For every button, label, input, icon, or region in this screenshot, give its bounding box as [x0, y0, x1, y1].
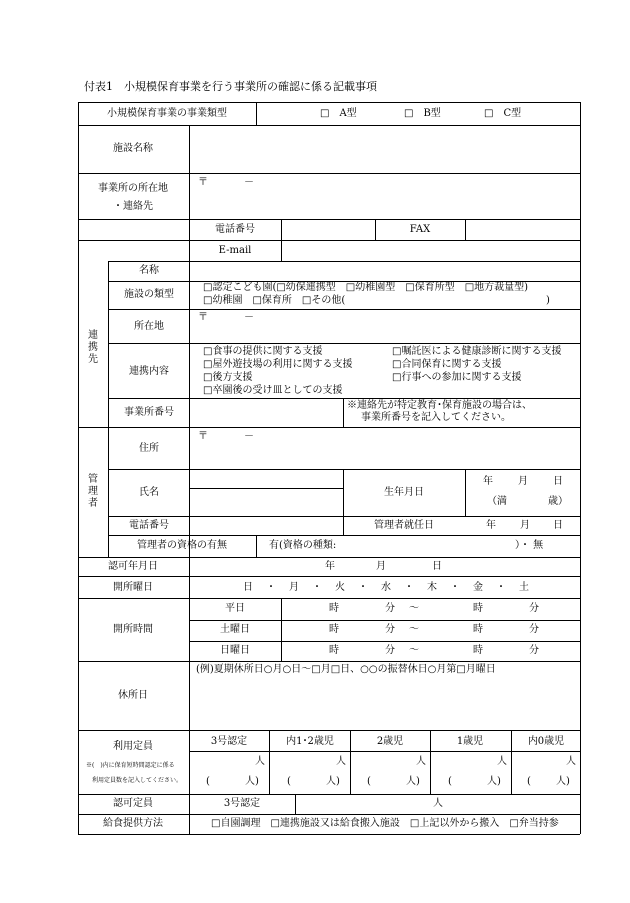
partner-postal-dash: －: [244, 312, 254, 323]
capacity-paren-open: (: [448, 776, 452, 787]
capacity-paren-close: 人): [245, 776, 259, 787]
minute-unit: 分: [529, 645, 539, 656]
fax-label: FAX: [409, 224, 431, 235]
partner-type-options-2[interactable]: □幼稚園 □保育所 □その他(: [203, 295, 346, 306]
capacity-unit: 人: [336, 756, 346, 767]
age-close: 歳）: [548, 496, 568, 507]
appointed-year: 年: [486, 520, 496, 531]
manager-address-label: 住所: [139, 443, 159, 454]
hour-unit: 時: [473, 624, 483, 635]
range-tilde: ～: [409, 603, 419, 614]
manager-phone-label: 電話番号: [129, 520, 169, 531]
capacity-col-header: 3号認定: [210, 736, 248, 747]
approval-date-label: 認可年月日: [108, 561, 158, 572]
appointed-date-label: 管理者就任日: [374, 520, 434, 531]
capacity-col-header: 1歳児: [456, 736, 484, 747]
partner-content-label: 連携内容: [129, 366, 169, 377]
type-a-checkbox[interactable]: □ A型: [320, 108, 357, 119]
day-separator: ・: [266, 582, 276, 593]
approval-month: 月: [376, 561, 386, 572]
hours-row-sunday: 日曜日: [220, 645, 250, 656]
capacity-paren-open: (: [527, 776, 531, 787]
appointed-month: 月: [520, 520, 530, 531]
day-separator: ・: [404, 582, 414, 593]
birth-day: 日: [553, 476, 563, 487]
type-b-checkbox[interactable]: □ B型: [404, 108, 441, 119]
birth-year: 年: [483, 476, 493, 487]
hours-label: 開所時間: [113, 624, 153, 635]
support-item[interactable]: □行事への参加に関する支援: [392, 372, 522, 383]
postal-mark: 〒: [198, 177, 208, 188]
email-label: E-mail: [218, 245, 252, 256]
minute-unit: 分: [385, 603, 395, 614]
postal-dash: －: [244, 177, 254, 188]
facility-name-label: 施設名称: [113, 143, 153, 154]
day-option[interactable]: 月: [289, 582, 299, 593]
hour-unit: 時: [329, 645, 339, 656]
capacity-unit: 人: [255, 756, 265, 767]
type-label: 小規模保育事業の事業類型: [107, 108, 227, 119]
capacity-label: 利用定員: [113, 741, 153, 752]
hour-unit: 時: [473, 645, 483, 656]
minute-unit: 分: [385, 624, 395, 635]
capacity-unit: 人: [497, 756, 507, 767]
phone-label: 電話番号: [215, 224, 255, 235]
minute-unit: 分: [529, 603, 539, 614]
day-separator: ・: [358, 582, 368, 593]
meal-method-label: 給食提供方法: [103, 818, 163, 829]
range-tilde: ～: [409, 624, 419, 635]
capacity-col-header: 内1･2歳児: [286, 736, 334, 747]
capacity-note-1: ※( )内に保育短時間認定に係る: [86, 762, 175, 769]
licensed-unit: 人: [433, 798, 443, 809]
type-c-checkbox[interactable]: □ C型: [484, 108, 522, 119]
birth-month: 月: [518, 476, 528, 487]
qualification-label: 管理者の資格の有無: [137, 540, 227, 551]
capacity-paren-open: (: [367, 776, 371, 787]
manager-postal-mark: 〒: [198, 431, 208, 442]
day-option[interactable]: 水: [381, 582, 391, 593]
licensed-capacity-label: 認可定員: [113, 798, 153, 809]
hours-row-weekday: 平日: [225, 603, 245, 614]
appointed-day: 日: [553, 520, 563, 531]
capacity-col-header: 2歳児: [376, 736, 404, 747]
support-item[interactable]: □後方支援: [203, 372, 253, 383]
office-number-note-1: ※連絡先が特定教育･保育施設の場合は、: [347, 400, 532, 411]
support-item[interactable]: □屋外遊技場の利用に関する支援: [203, 359, 353, 370]
day-option[interactable]: 金: [473, 582, 483, 593]
range-tilde: ～: [409, 645, 419, 656]
capacity-paren-open: (: [287, 776, 291, 787]
support-item[interactable]: □合同保育に関する支援: [392, 359, 502, 370]
form-title: 付表1 小規模保育事業を行う事業所の確認に係る記載事項: [84, 80, 377, 93]
capacity-paren-close: 人): [326, 776, 340, 787]
age-open: （満: [487, 496, 507, 507]
capacity-col-header: 内0歳児: [527, 736, 565, 747]
capacity-paren-open: (: [206, 776, 210, 787]
partner-type-options-1[interactable]: □認定こども園(□幼保連携型 □幼稚園型 □保育所型 □地方裁量型): [203, 282, 529, 293]
hour-unit: 時: [473, 603, 483, 614]
manager-name-label: 氏名: [139, 487, 159, 498]
office-number-note-2: 事業所番号を記入してください。: [361, 412, 511, 423]
open-days-label: 開所曜日: [113, 582, 153, 593]
minute-unit: 分: [529, 624, 539, 635]
qualification-value[interactable]: 有(資格の種類:: [269, 540, 337, 551]
day-separator: ・: [450, 582, 460, 593]
partner-location-label: 所在地: [134, 321, 164, 332]
capacity-note-2: 利用定員数を記入してください。: [92, 777, 183, 784]
approval-year: 年: [325, 561, 335, 572]
office-address-label: 事業所の所在地: [98, 183, 168, 194]
partner-postal-mark: 〒: [198, 312, 208, 323]
partner-name-label: 名称: [139, 265, 159, 276]
hour-unit: 時: [329, 624, 339, 635]
support-item[interactable]: □食事の提供に関する支援: [203, 346, 323, 357]
day-option[interactable]: 火: [335, 582, 345, 593]
licensed-cert-label: 3号認定: [223, 798, 261, 809]
day-option[interactable]: 土: [519, 582, 529, 593]
partner-type-close: ): [546, 295, 550, 306]
birth-date-label: 生年月日: [384, 487, 424, 498]
capacity-paren-close: 人): [487, 776, 501, 787]
partner-section-label: 連 携 先: [88, 330, 98, 365]
capacity-paren-close: 人): [556, 776, 570, 787]
meal-method-options[interactable]: □自園調理 □連携施設又は給食搬入施設 □上記以外から搬入 □弁当持参: [211, 818, 559, 829]
hours-row-saturday: 土曜日: [220, 624, 250, 635]
approval-day: 日: [432, 561, 442, 572]
manager-postal-dash: －: [244, 431, 254, 442]
holidays-example: (例)夏期休所日○月○日～□月□日、○○の振替休日○月第□月曜日: [196, 664, 496, 675]
day-separator: ・: [312, 582, 322, 593]
support-item[interactable]: □嘱託医による健康診断に関する支援: [392, 346, 562, 357]
day-separator: ・: [496, 582, 506, 593]
day-option[interactable]: 木: [427, 582, 437, 593]
support-item[interactable]: □卒園後の受け皿としての支援: [203, 385, 343, 396]
holidays-label: 休所日: [118, 690, 148, 701]
hour-unit: 時: [329, 603, 339, 614]
office-number-label: 事業所番号: [124, 407, 174, 418]
partner-type-label: 施設の類型: [124, 289, 174, 300]
capacity-paren-close: 人): [406, 776, 420, 787]
qualification-none[interactable]: ）・ 無: [515, 540, 544, 551]
office-contact-label: ・連絡先: [113, 201, 153, 212]
capacity-unit: 人: [566, 756, 576, 767]
manager-section-label: 管 理 者: [88, 474, 98, 509]
minute-unit: 分: [385, 645, 395, 656]
day-option[interactable]: 日: [243, 582, 253, 593]
capacity-unit: 人: [416, 756, 426, 767]
